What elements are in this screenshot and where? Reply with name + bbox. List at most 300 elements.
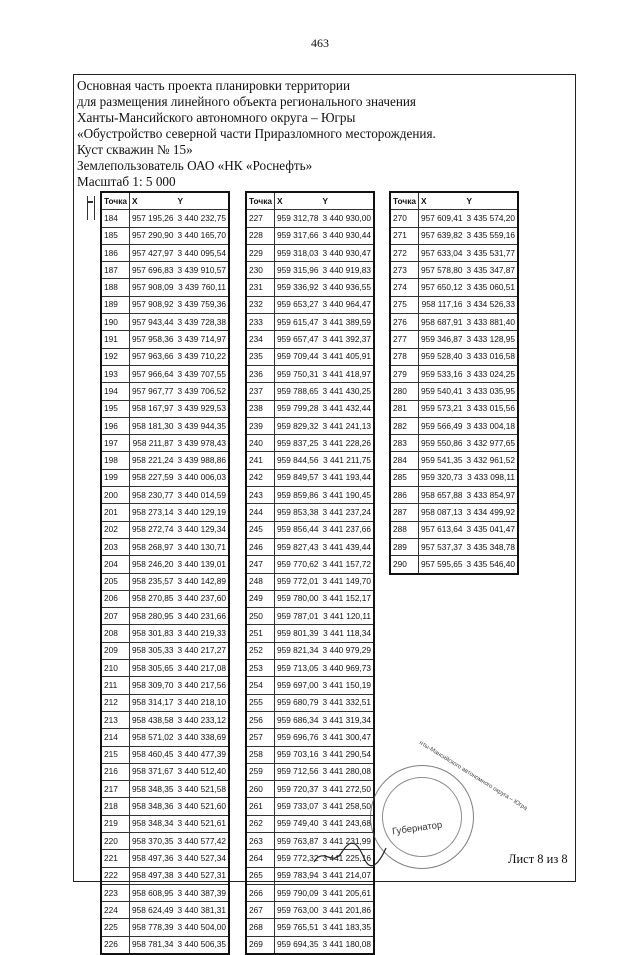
y-coordinate: 3 441 319,34 xyxy=(321,711,374,728)
y-coordinate: 3 433 128,95 xyxy=(465,331,518,348)
x-coordinate: 959 837,25 xyxy=(275,435,321,452)
x-coordinate: 958 211,87 xyxy=(130,435,176,452)
y-coordinate: 3 434 526,33 xyxy=(465,296,518,313)
point-number: 268 xyxy=(246,919,275,936)
x-coordinate: 957 966,64 xyxy=(130,365,176,382)
table-row xyxy=(101,660,229,677)
x-coordinate: 959 657,47 xyxy=(275,331,321,348)
table-row xyxy=(246,521,374,538)
x-coordinate: 958 301,83 xyxy=(130,625,176,642)
table-row xyxy=(101,694,229,711)
point-number: 185 xyxy=(101,227,130,244)
point-number: 249 xyxy=(246,590,275,607)
y-coordinate: 3 440 014,59 xyxy=(176,487,229,504)
x-coordinate: 959 615,47 xyxy=(275,314,321,331)
table-row xyxy=(101,521,229,538)
point-number: 238 xyxy=(246,400,275,417)
x-coordinate: 959 346,87 xyxy=(419,331,465,348)
y-coordinate: 3 440 217,27 xyxy=(176,642,229,659)
x-coordinate: 957 967,77 xyxy=(130,383,176,400)
x-coordinate: 958 624,49 xyxy=(130,902,176,919)
table-row xyxy=(101,677,229,694)
x-coordinate: 958 235,57 xyxy=(130,573,176,590)
y-coordinate: 3 440 521,61 xyxy=(176,815,229,832)
x-coordinate: 958 460,45 xyxy=(130,746,176,763)
point-number: 283 xyxy=(390,435,419,452)
x-coordinate: 959 697,00 xyxy=(275,677,321,694)
table-row xyxy=(390,538,518,555)
point-number: 212 xyxy=(101,694,130,711)
x-coordinate: 959 844,56 xyxy=(275,452,321,469)
point-number: 203 xyxy=(101,538,130,555)
y-coordinate: 3 440 142,89 xyxy=(176,573,229,590)
x-coordinate: 959 550,86 xyxy=(419,435,465,452)
y-coordinate: 3 439 910,57 xyxy=(176,262,229,279)
point-number: 280 xyxy=(390,383,419,400)
table-row xyxy=(101,504,229,521)
x-coordinate: 957 633,04 xyxy=(419,244,465,261)
y-coordinate: 3 440 218,10 xyxy=(176,694,229,711)
y-coordinate: 3 441 149,70 xyxy=(321,573,374,590)
table-row xyxy=(390,296,518,313)
y-coordinate: 3 441 201,86 xyxy=(321,902,374,919)
table-row xyxy=(390,210,518,227)
x-coordinate: 959 528,40 xyxy=(419,348,465,365)
y-coordinate: 3 435 060,51 xyxy=(465,279,518,296)
point-number: 289 xyxy=(390,538,419,555)
table-row xyxy=(246,314,374,331)
point-number: 229 xyxy=(246,244,275,261)
table-row xyxy=(246,590,374,607)
table-row xyxy=(246,711,374,728)
point-number: 274 xyxy=(390,279,419,296)
table-row xyxy=(246,660,374,677)
point-number: 193 xyxy=(101,365,130,382)
y-coordinate: 3 440 217,56 xyxy=(176,677,229,694)
y-coordinate: 3 432 961,52 xyxy=(465,452,518,469)
table-row xyxy=(390,314,518,331)
y-coordinate: 3 440 231,66 xyxy=(176,608,229,625)
table-row xyxy=(246,815,374,832)
x-coordinate: 959 312,78 xyxy=(275,210,321,227)
table-row xyxy=(246,469,374,486)
point-number: 277 xyxy=(390,331,419,348)
x-coordinate: 958 305,65 xyxy=(130,660,176,677)
x-coordinate: 958 348,35 xyxy=(130,781,176,798)
y-coordinate: 3 440 095,54 xyxy=(176,244,229,261)
table-row xyxy=(101,746,229,763)
x-coordinate: 957 609,41 xyxy=(419,210,465,227)
y-coordinate: 3 439 714,97 xyxy=(176,331,229,348)
table-row xyxy=(246,504,374,521)
table-row xyxy=(101,608,229,625)
point-number: 234 xyxy=(246,331,275,348)
y-coordinate: 3 441 272,50 xyxy=(321,781,374,798)
table-row xyxy=(246,642,374,659)
y-coordinate: 3 441 332,51 xyxy=(321,694,374,711)
table-row xyxy=(390,521,518,538)
table-row xyxy=(101,400,229,417)
table-row xyxy=(101,936,229,954)
x-coordinate: 959 317,66 xyxy=(275,227,321,244)
point-number: 257 xyxy=(246,729,275,746)
column-header-point: Точка xyxy=(246,192,275,210)
column-header-y: Y xyxy=(465,192,518,210)
table-row xyxy=(101,469,229,486)
x-coordinate: 959 541,35 xyxy=(419,452,465,469)
table-row xyxy=(246,608,374,625)
y-coordinate: 3 440 979,29 xyxy=(321,642,374,659)
point-number: 218 xyxy=(101,798,130,815)
y-coordinate: 3 439 978,43 xyxy=(176,435,229,452)
point-number: 262 xyxy=(246,815,275,832)
y-coordinate: 3 435 574,20 xyxy=(465,210,518,227)
x-coordinate: 958 270,85 xyxy=(130,590,176,607)
point-number: 247 xyxy=(246,556,275,573)
x-coordinate: 959 318,03 xyxy=(275,244,321,261)
table-row xyxy=(246,763,374,780)
x-coordinate: 958 087,13 xyxy=(419,504,465,521)
x-coordinate: 957 578,80 xyxy=(419,262,465,279)
y-coordinate: 3 440 477,39 xyxy=(176,746,229,763)
point-number: 250 xyxy=(246,608,275,625)
y-coordinate: 3 435 348,78 xyxy=(465,538,518,555)
point-number: 194 xyxy=(101,383,130,400)
y-coordinate: 3 433 024,25 xyxy=(465,365,518,382)
table-row xyxy=(246,400,374,417)
point-number: 269 xyxy=(246,936,275,954)
table-row xyxy=(246,227,374,244)
table-row xyxy=(246,331,374,348)
table-row xyxy=(390,348,518,365)
y-coordinate: 3 440 237,60 xyxy=(176,590,229,607)
table-row xyxy=(246,244,374,261)
table-row xyxy=(101,815,229,832)
table-row xyxy=(101,365,229,382)
table-row xyxy=(101,383,229,400)
x-coordinate: 959 788,65 xyxy=(275,383,321,400)
point-number: 211 xyxy=(101,677,130,694)
point-number: 279 xyxy=(390,365,419,382)
column-header-point: Точка xyxy=(101,192,130,210)
x-coordinate: 957 908,09 xyxy=(130,279,176,296)
x-coordinate: 958 246,20 xyxy=(130,556,176,573)
table-row xyxy=(246,677,374,694)
x-coordinate: 959 686,34 xyxy=(275,711,321,728)
y-coordinate: 3 440 338,69 xyxy=(176,729,229,746)
x-coordinate: 959 770,62 xyxy=(275,556,321,573)
table-row xyxy=(101,435,229,452)
y-coordinate: 3 441 214,07 xyxy=(321,867,374,884)
x-coordinate: 959 713,05 xyxy=(275,660,321,677)
point-number: 201 xyxy=(101,504,130,521)
table-row xyxy=(101,884,229,901)
column-header-x: X xyxy=(130,192,176,210)
x-coordinate: 957 613,64 xyxy=(419,521,465,538)
table-row xyxy=(246,296,374,313)
y-coordinate: 3 433 881,40 xyxy=(465,314,518,331)
x-coordinate: 959 709,44 xyxy=(275,348,321,365)
coordinates-table-1 xyxy=(100,191,230,955)
point-number: 226 xyxy=(101,936,130,954)
x-coordinate: 957 537,37 xyxy=(419,538,465,555)
x-coordinate: 958 497,36 xyxy=(130,850,176,867)
y-coordinate: 3 440 165,70 xyxy=(176,227,229,244)
y-coordinate: 3 441 152,17 xyxy=(321,590,374,607)
y-coordinate: 3 441 243,68 xyxy=(321,815,374,832)
y-coordinate: 3 441 205,61 xyxy=(321,884,374,901)
x-coordinate: 959 801,39 xyxy=(275,625,321,642)
y-coordinate: 3 439 988,86 xyxy=(176,452,229,469)
y-coordinate: 3 440 527,34 xyxy=(176,850,229,867)
x-coordinate: 958 273,14 xyxy=(130,504,176,521)
x-coordinate: 957 943,44 xyxy=(130,314,176,331)
x-coordinate: 959 856,44 xyxy=(275,521,321,538)
column-header-point: Точка xyxy=(390,192,419,210)
y-coordinate: 3 440 506,35 xyxy=(176,936,229,954)
point-number: 227 xyxy=(246,210,275,227)
y-coordinate: 3 433 004,18 xyxy=(465,417,518,434)
table-row xyxy=(101,210,229,227)
y-coordinate: 3 440 504,00 xyxy=(176,919,229,936)
table-row xyxy=(246,210,374,227)
x-coordinate: 958 371,67 xyxy=(130,763,176,780)
x-coordinate: 959 566,49 xyxy=(419,417,465,434)
x-coordinate: 959 790,09 xyxy=(275,884,321,901)
column-header-y: Y xyxy=(321,192,374,210)
point-number: 288 xyxy=(390,521,419,538)
table-row xyxy=(390,504,518,521)
y-coordinate: 3 440 521,60 xyxy=(176,798,229,815)
x-coordinate: 958 167,97 xyxy=(130,400,176,417)
y-coordinate: 3 441 300,47 xyxy=(321,729,374,746)
x-coordinate: 958 227,59 xyxy=(130,469,176,486)
point-number: 252 xyxy=(246,642,275,659)
table-row xyxy=(101,625,229,642)
table-row xyxy=(101,902,229,919)
table-row xyxy=(101,781,229,798)
x-coordinate: 959 320,73 xyxy=(419,469,465,486)
y-coordinate: 3 440 969,73 xyxy=(321,660,374,677)
x-coordinate: 959 827,43 xyxy=(275,538,321,555)
point-number: 220 xyxy=(101,832,130,849)
x-coordinate: 959 829,32 xyxy=(275,417,321,434)
x-coordinate: 959 573,21 xyxy=(419,400,465,417)
point-number: 213 xyxy=(101,711,130,728)
table-row xyxy=(246,435,374,452)
x-coordinate: 957 908,92 xyxy=(130,296,176,313)
y-coordinate: 3 441 392,37 xyxy=(321,331,374,348)
y-coordinate: 3 440 217,08 xyxy=(176,660,229,677)
x-coordinate: 957 963,66 xyxy=(130,348,176,365)
table-row xyxy=(246,556,374,573)
table-row xyxy=(246,746,374,763)
y-coordinate: 3 441 280,08 xyxy=(321,763,374,780)
y-coordinate: 3 440 219,33 xyxy=(176,625,229,642)
table-row xyxy=(246,902,374,919)
point-number: 245 xyxy=(246,521,275,538)
point-number: 215 xyxy=(101,746,130,763)
x-coordinate: 959 703,16 xyxy=(275,746,321,763)
x-coordinate: 957 958,36 xyxy=(130,331,176,348)
point-number: 190 xyxy=(101,314,130,331)
y-coordinate: 3 440 930,00 xyxy=(321,210,374,227)
table-row xyxy=(390,365,518,382)
table-row xyxy=(390,279,518,296)
y-coordinate: 3 433 035,95 xyxy=(465,383,518,400)
y-coordinate: 3 435 546,40 xyxy=(465,556,518,574)
x-coordinate: 958 657,88 xyxy=(419,487,465,504)
table-row xyxy=(101,642,229,659)
table-row xyxy=(246,348,374,365)
point-number: 184 xyxy=(101,210,130,227)
x-coordinate: 959 849,57 xyxy=(275,469,321,486)
point-number: 265 xyxy=(246,867,275,884)
point-number: 197 xyxy=(101,435,130,452)
table-row xyxy=(101,452,229,469)
table-row xyxy=(101,487,229,504)
y-coordinate: 3 435 559,16 xyxy=(465,227,518,244)
point-number: 235 xyxy=(246,348,275,365)
point-number: 195 xyxy=(101,400,130,417)
table-row xyxy=(246,729,374,746)
y-coordinate: 3 440 577,42 xyxy=(176,832,229,849)
x-coordinate: 959 733,07 xyxy=(275,798,321,815)
table-row xyxy=(101,832,229,849)
point-number: 199 xyxy=(101,469,130,486)
point-number: 266 xyxy=(246,884,275,901)
x-coordinate: 959 750,31 xyxy=(275,365,321,382)
x-coordinate: 958 272,74 xyxy=(130,521,176,538)
point-number: 228 xyxy=(246,227,275,244)
x-coordinate: 958 370,35 xyxy=(130,832,176,849)
point-number: 255 xyxy=(246,694,275,711)
point-number: 232 xyxy=(246,296,275,313)
y-coordinate: 3 440 006,03 xyxy=(176,469,229,486)
point-number: 198 xyxy=(101,452,130,469)
point-number: 240 xyxy=(246,435,275,452)
point-number: 237 xyxy=(246,383,275,400)
point-number: 254 xyxy=(246,677,275,694)
table-row xyxy=(101,867,229,884)
table-row xyxy=(101,262,229,279)
point-number: 204 xyxy=(101,556,130,573)
point-number: 275 xyxy=(390,296,419,313)
x-coordinate: 959 859,86 xyxy=(275,487,321,504)
x-coordinate: 959 772,01 xyxy=(275,573,321,590)
table-row xyxy=(390,400,518,417)
point-number: 239 xyxy=(246,417,275,434)
point-number: 241 xyxy=(246,452,275,469)
point-number: 270 xyxy=(390,210,419,227)
y-coordinate: 3 435 041,47 xyxy=(465,521,518,538)
y-coordinate: 3 440 930,47 xyxy=(321,244,374,261)
column-header-y: Y xyxy=(176,192,229,210)
x-coordinate: 958 497,38 xyxy=(130,867,176,884)
header-line: Основная часть проекта планировки территории xyxy=(77,78,351,93)
table-row xyxy=(101,556,229,573)
x-coordinate: 958 348,34 xyxy=(130,815,176,832)
point-number: 244 xyxy=(246,504,275,521)
y-coordinate: 3 441 237,66 xyxy=(321,521,374,538)
table-row xyxy=(390,244,518,261)
x-coordinate: 959 720,37 xyxy=(275,781,321,798)
x-coordinate: 958 309,70 xyxy=(130,677,176,694)
point-number: 223 xyxy=(101,884,130,901)
table-row xyxy=(101,244,229,261)
x-coordinate: 958 687,91 xyxy=(419,314,465,331)
y-coordinate: 3 439 929,53 xyxy=(176,400,229,417)
x-coordinate: 958 280,95 xyxy=(130,608,176,625)
point-number: 191 xyxy=(101,331,130,348)
point-number: 260 xyxy=(246,781,275,798)
x-coordinate: 959 821,34 xyxy=(275,642,321,659)
table-row xyxy=(390,435,518,452)
point-number: 271 xyxy=(390,227,419,244)
y-coordinate: 3 433 016,58 xyxy=(465,348,518,365)
y-coordinate: 3 441 180,08 xyxy=(321,936,374,954)
table-row xyxy=(246,262,374,279)
x-coordinate: 957 595,65 xyxy=(419,556,465,574)
point-number: 286 xyxy=(390,487,419,504)
header-line: для размещения линейного объекта регионального значения xyxy=(77,94,416,109)
y-coordinate: 3 441 157,72 xyxy=(321,556,374,573)
y-coordinate: 3 441 430,25 xyxy=(321,383,374,400)
table-row xyxy=(101,919,229,936)
x-coordinate: 959 772,32 xyxy=(275,850,321,867)
table-row xyxy=(246,781,374,798)
point-number: 214 xyxy=(101,729,130,746)
point-number: 236 xyxy=(246,365,275,382)
y-coordinate: 3 440 139,01 xyxy=(176,556,229,573)
y-coordinate: 3 433 098,11 xyxy=(465,469,518,486)
point-number: 243 xyxy=(246,487,275,504)
x-coordinate: 959 696,76 xyxy=(275,729,321,746)
table-row xyxy=(246,452,374,469)
x-coordinate: 959 780,00 xyxy=(275,590,321,607)
y-coordinate: 3 441 439,44 xyxy=(321,538,374,555)
point-number: 216 xyxy=(101,763,130,780)
point-number: 207 xyxy=(101,608,130,625)
table-row xyxy=(390,556,518,574)
coordinates-table-3 xyxy=(389,191,519,575)
table-row xyxy=(246,798,374,815)
header-line: «Обустройство северной части Приразломного месторождения. xyxy=(77,126,436,141)
y-coordinate: 3 441 418,97 xyxy=(321,365,374,382)
table-row xyxy=(101,538,229,555)
header-line: Землепользователь ОАО «НК «Роснефть» xyxy=(77,158,313,173)
table-row xyxy=(101,348,229,365)
y-coordinate: 3 440 129,19 xyxy=(176,504,229,521)
table-row xyxy=(390,383,518,400)
x-coordinate: 959 763,00 xyxy=(275,902,321,919)
x-coordinate: 957 290,90 xyxy=(130,227,176,244)
y-coordinate: 3 440 930,44 xyxy=(321,227,374,244)
point-number: 219 xyxy=(101,815,130,832)
header-line: Куст скважин № 15» xyxy=(77,142,193,157)
y-coordinate: 3 441 432,44 xyxy=(321,400,374,417)
y-coordinate: 3 439 706,52 xyxy=(176,383,229,400)
y-coordinate: 3 440 964,47 xyxy=(321,296,374,313)
y-coordinate: 3 435 531,77 xyxy=(465,244,518,261)
x-coordinate: 958 778,39 xyxy=(130,919,176,936)
point-number: 276 xyxy=(390,314,419,331)
table-row xyxy=(101,314,229,331)
point-number: 200 xyxy=(101,487,130,504)
table-row xyxy=(390,331,518,348)
column-header-x: X xyxy=(419,192,465,210)
y-coordinate: 3 440 521,58 xyxy=(176,781,229,798)
